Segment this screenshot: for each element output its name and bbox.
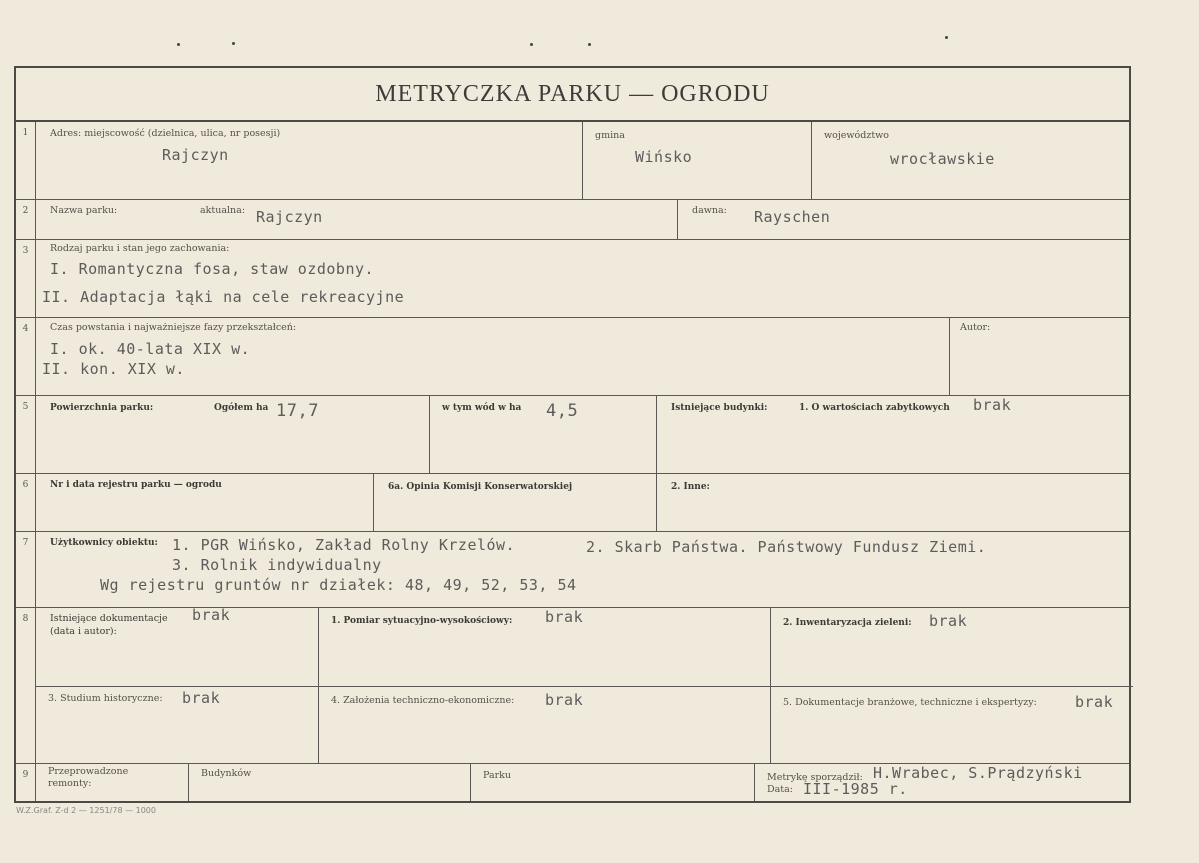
- greenery-label: 2. Inwentaryzacja zieleni:: [783, 618, 912, 628]
- water-area-value: 4,5: [546, 401, 579, 421]
- row-number: 4: [16, 318, 36, 395]
- address-value: Rajczyn: [162, 146, 229, 164]
- docs-label-2: (data i autor):: [50, 626, 117, 637]
- total-area-value: 17,7: [276, 401, 319, 421]
- current-name-label: aktualna:: [200, 205, 246, 216]
- survey-label: 1. Pomiar sytuacyjno-wysokościowy:: [331, 616, 513, 626]
- row-number: 5: [16, 396, 36, 473]
- water-area-cell: [429, 396, 656, 473]
- row-number: 9: [16, 764, 36, 801]
- voivodeship-label: województwo: [824, 130, 890, 141]
- branch-docs-cell: [770, 686, 1133, 764]
- row-number: 3: [16, 240, 36, 317]
- row-number: 8: [16, 608, 36, 763]
- row-park-name: [16, 200, 1129, 240]
- author-cell: [949, 318, 1133, 395]
- card-title: METRYCZKA PARKU — OGRODU: [16, 68, 1129, 122]
- current-name-value: Rajczyn: [256, 208, 323, 226]
- voivodeship-cell: [811, 122, 1133, 199]
- author-label: Autor:: [960, 322, 991, 333]
- greenery-value: brak: [929, 612, 968, 630]
- tech-econ-label: 4. Założenia techniczno-ekonomiczne:: [331, 695, 515, 706]
- park-type-line-1: I. Romantyczna fosa, staw ozdobny.: [50, 260, 375, 278]
- users-line-1b: 2. Skarb Państwa. Państwowy Fundusz Ziemi.: [586, 538, 987, 556]
- row-number: 2: [16, 200, 36, 239]
- compiled-by-cell: [754, 764, 1133, 801]
- total-area-label: Ogółem ha: [214, 403, 269, 413]
- row-number: 1: [16, 122, 36, 199]
- tech-econ-value: brak: [545, 691, 584, 709]
- greenery-cell: [770, 608, 1133, 686]
- repairs-park-label: Parku: [483, 770, 512, 781]
- area-label: Powierzchnia parku:: [50, 403, 154, 413]
- historic-buildings-value: brak: [973, 396, 1012, 414]
- repairs-label-1: Przeprowadzone: [48, 766, 129, 777]
- users-line-3: Wg rejestru gruntów nr działek: 48, 49, 52, 53, 54: [100, 576, 577, 594]
- history-study-cell: [36, 686, 318, 764]
- voivodeship-value: wrocławskie: [890, 150, 995, 168]
- branch-docs-value: brak: [1075, 693, 1114, 711]
- branch-docs-label: 5. Dokumentacje branżowe, techniczne i ekspertyzy:: [783, 697, 1037, 708]
- former-name-value: Rayschen: [754, 208, 831, 226]
- date-label: Data:: [767, 784, 793, 795]
- row-area: [16, 396, 1129, 474]
- park-name-label: Nazwa parku:: [50, 205, 118, 216]
- other-buildings-label: 2. Inne:: [671, 482, 710, 492]
- buildings-cell: [656, 396, 1133, 473]
- users-label: Użytkownicy obiektu:: [50, 538, 158, 548]
- creation-time-label: Czas powstania i najważniejsze fazy przekształceń:: [50, 322, 297, 333]
- gmina-value: Wińsko: [635, 148, 693, 166]
- row-creation-time: [16, 318, 1129, 396]
- repairs-label-2: remonty:: [48, 778, 92, 789]
- register-label: Nr i data rejestru parku — ogrodu: [50, 480, 222, 490]
- creation-time-line-2: II. kon. XIX w.: [42, 360, 185, 378]
- address-label: Adres: miejscowość (dzielnica, ulica, nr posesji): [50, 128, 281, 139]
- date-value: III-1985 r.: [803, 780, 908, 798]
- park-record-card: [14, 66, 1131, 803]
- buildings-label: Istniejące budynki:: [671, 403, 768, 413]
- row-register: [16, 474, 1129, 532]
- docs-label-1: Istniejące dokumentacje: [50, 613, 168, 624]
- former-name-label: dawna:: [692, 205, 727, 216]
- users-line-2: 3. Rolnik indywidualny: [172, 556, 382, 574]
- print-footer: W.Z.Graf. Z-d 2 — 1251/78 — 1000: [16, 806, 156, 815]
- compiled-by-label: Metrykę sporządził:: [767, 772, 863, 783]
- row-address: [16, 122, 1129, 200]
- park-type-line-2: II. Adaptacja łąki na cele rekreacyjne: [42, 288, 405, 306]
- docs-value: brak: [192, 606, 231, 624]
- park-type-label: Rodzaj parku i stan jego zachowania:: [50, 243, 230, 254]
- water-area-label: w tym wód w ha: [442, 403, 522, 413]
- creation-time-line-1: I. ok. 40-lata XIX w.: [50, 340, 251, 358]
- historic-buildings-label: 1. O wartościach zabytkowych: [799, 403, 950, 413]
- row-number: 6: [16, 474, 36, 531]
- survey-value: brak: [545, 608, 584, 626]
- opinion-cell: [373, 474, 656, 531]
- row-park-type: [16, 240, 1129, 318]
- row-repairs: [16, 764, 1129, 801]
- history-study-value: brak: [182, 689, 221, 707]
- compiled-by-value: H.Wrabec, S.Prądzyński: [873, 764, 1083, 782]
- gmina-label: gmina: [595, 130, 625, 141]
- users-line-1a: 1. PGR Wińsko, Zakład Rolny Krzelów.: [172, 536, 516, 554]
- gmina-cell: [582, 122, 811, 199]
- opinion-label: 6a. Opinia Komisji Konserwatorskiej: [388, 482, 573, 492]
- survey-cell: [318, 608, 770, 686]
- history-study-label: 3. Studium historyczne:: [48, 693, 163, 704]
- repairs-buildings-label: Budynków: [201, 768, 252, 779]
- former-name-cell: [677, 200, 1133, 239]
- row-users: [16, 532, 1129, 608]
- row-number: 7: [16, 532, 36, 607]
- other-buildings-cell: [656, 474, 1133, 531]
- repairs-buildings-cell: [188, 764, 470, 801]
- row-documentation: [16, 608, 1129, 764]
- repairs-park-cell: [470, 764, 754, 801]
- tech-econ-cell: [318, 686, 770, 764]
